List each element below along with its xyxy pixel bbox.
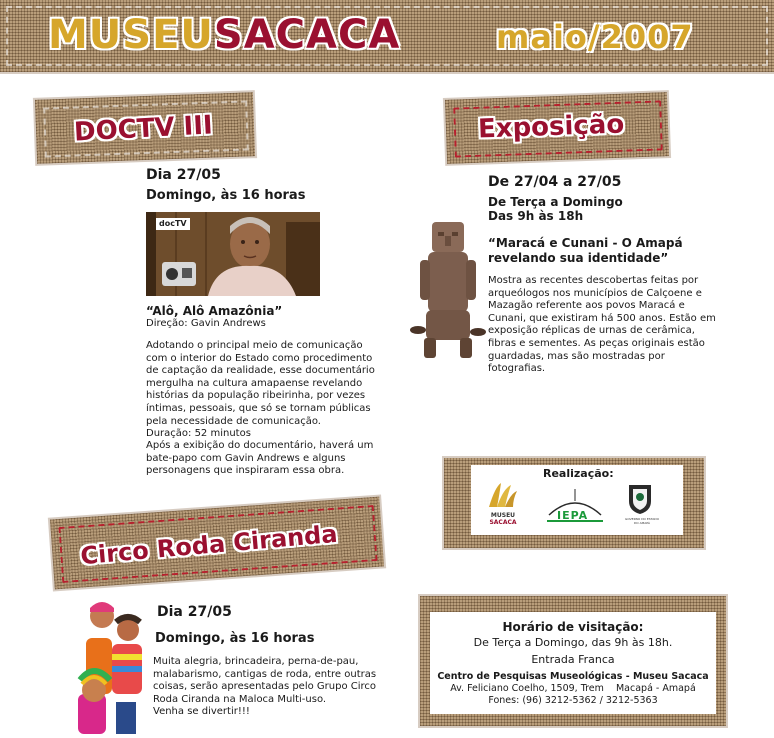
expo-title: Exposição (477, 109, 625, 145)
circo-time: Domingo, às 16 horas (155, 631, 315, 646)
logo1-line1: MUSEU (490, 512, 516, 519)
brand-part2: SACACA (213, 12, 401, 58)
header-date: maio/2007 (496, 18, 694, 56)
circo-title: Circo Roda Ciranda (79, 519, 339, 571)
expo-days: De Terça a Domingo (488, 195, 623, 209)
doctv-day: Dia 27/05 (146, 167, 221, 183)
visitacao-heading: Horário de visitação: (502, 620, 644, 634)
government-caption: GOVERNO DO ESTADO DO AMAPÁ (625, 517, 659, 525)
visitacao-address: Av. Feliciano Coelho, 1509, Trem Macapá - Amapá (450, 683, 696, 694)
urn-figure-art (410, 220, 486, 364)
museu-sacaca-logo-icon (485, 483, 519, 509)
doctv-description: Adotando o principal meio de comunicação com o interior do Estado como procedimento de captação da realidade, esse documentário mergulha na cultura amapaense revelando histórias da população ribeirinha, por vezes íntimas, pessoais, que só se tornam públicas pela necessidade de comunicação. Duração: 52 minutos (146, 340, 375, 440)
doctv-logo-text: docTV (159, 219, 187, 228)
circo-day: Dia 27/05 (157, 604, 232, 620)
visitacao-entry: Entrada Franca (531, 653, 615, 666)
doctv-after: Após a exibição do documentário, haverá um bate-papo com Gavin Andrews e alguns personagens que inspiraram essa obra. (146, 440, 374, 477)
expo-exhibit-title: “Maracá e Cunani - O Amapá revelando sua identidade” (488, 236, 683, 265)
doctv-logo-badge (156, 218, 190, 230)
brand-logo (48, 10, 400, 60)
doctv-title: DOCTV III (73, 110, 214, 148)
iepa-logo-text: IEPA (557, 509, 589, 522)
expo-dates: De 27/04 a 27/05 (488, 174, 622, 190)
realizacao-card (471, 465, 683, 535)
government-crest-icon (627, 483, 653, 515)
urn-photo (410, 220, 486, 364)
visitacao-hours: De Terça a Domingo, das 9h às 18h. (473, 636, 673, 649)
visitacao-org: Centro de Pesquisas Museológicas - Museu Sacaca (437, 671, 709, 682)
circo-description: Muita alegria, brincadeira, perna-de-pau, malabarismo, cantigas de roda, entre outras coisas, serão apresentadas pelo Grupo Circo Roda Ciranda na Maloca Multi-uso. Venha se divertir!!! (153, 656, 377, 718)
doctv-photo (146, 212, 320, 296)
doctv-time: Domingo, às 16 horas (146, 188, 306, 203)
logo1-line2: SACACA (489, 519, 517, 526)
expo-description: Mostra as recentes descobertas feitas por arqueólogos nos municípios de Calçoene e Mazagão referente aos povos Maracá e Cunani, que existiram há 500 anos. Estão em exposição réplicas de urnas de cerâmica, fibras e sementes. As peças originais estão guardadas, mas são mostradas por fotografias. (488, 275, 716, 375)
circo-performers-art (72, 598, 154, 734)
visitacao-card (430, 612, 716, 714)
circo-photo (72, 598, 154, 734)
visitacao-phones: Fones: (96) 3212-5362 / 3212-5363 (488, 695, 658, 706)
realizacao-label: Realização: (543, 467, 614, 480)
museu-sacaca-logo-text (483, 512, 523, 526)
doctv-director: Direção: Gavin Andrews (146, 318, 266, 329)
doctv-film-title: “Alô, Alô Amazônia” (146, 304, 283, 318)
expo-hours: Das 9h às 18h (488, 209, 584, 223)
brand-part1: MUSEU (48, 12, 214, 58)
